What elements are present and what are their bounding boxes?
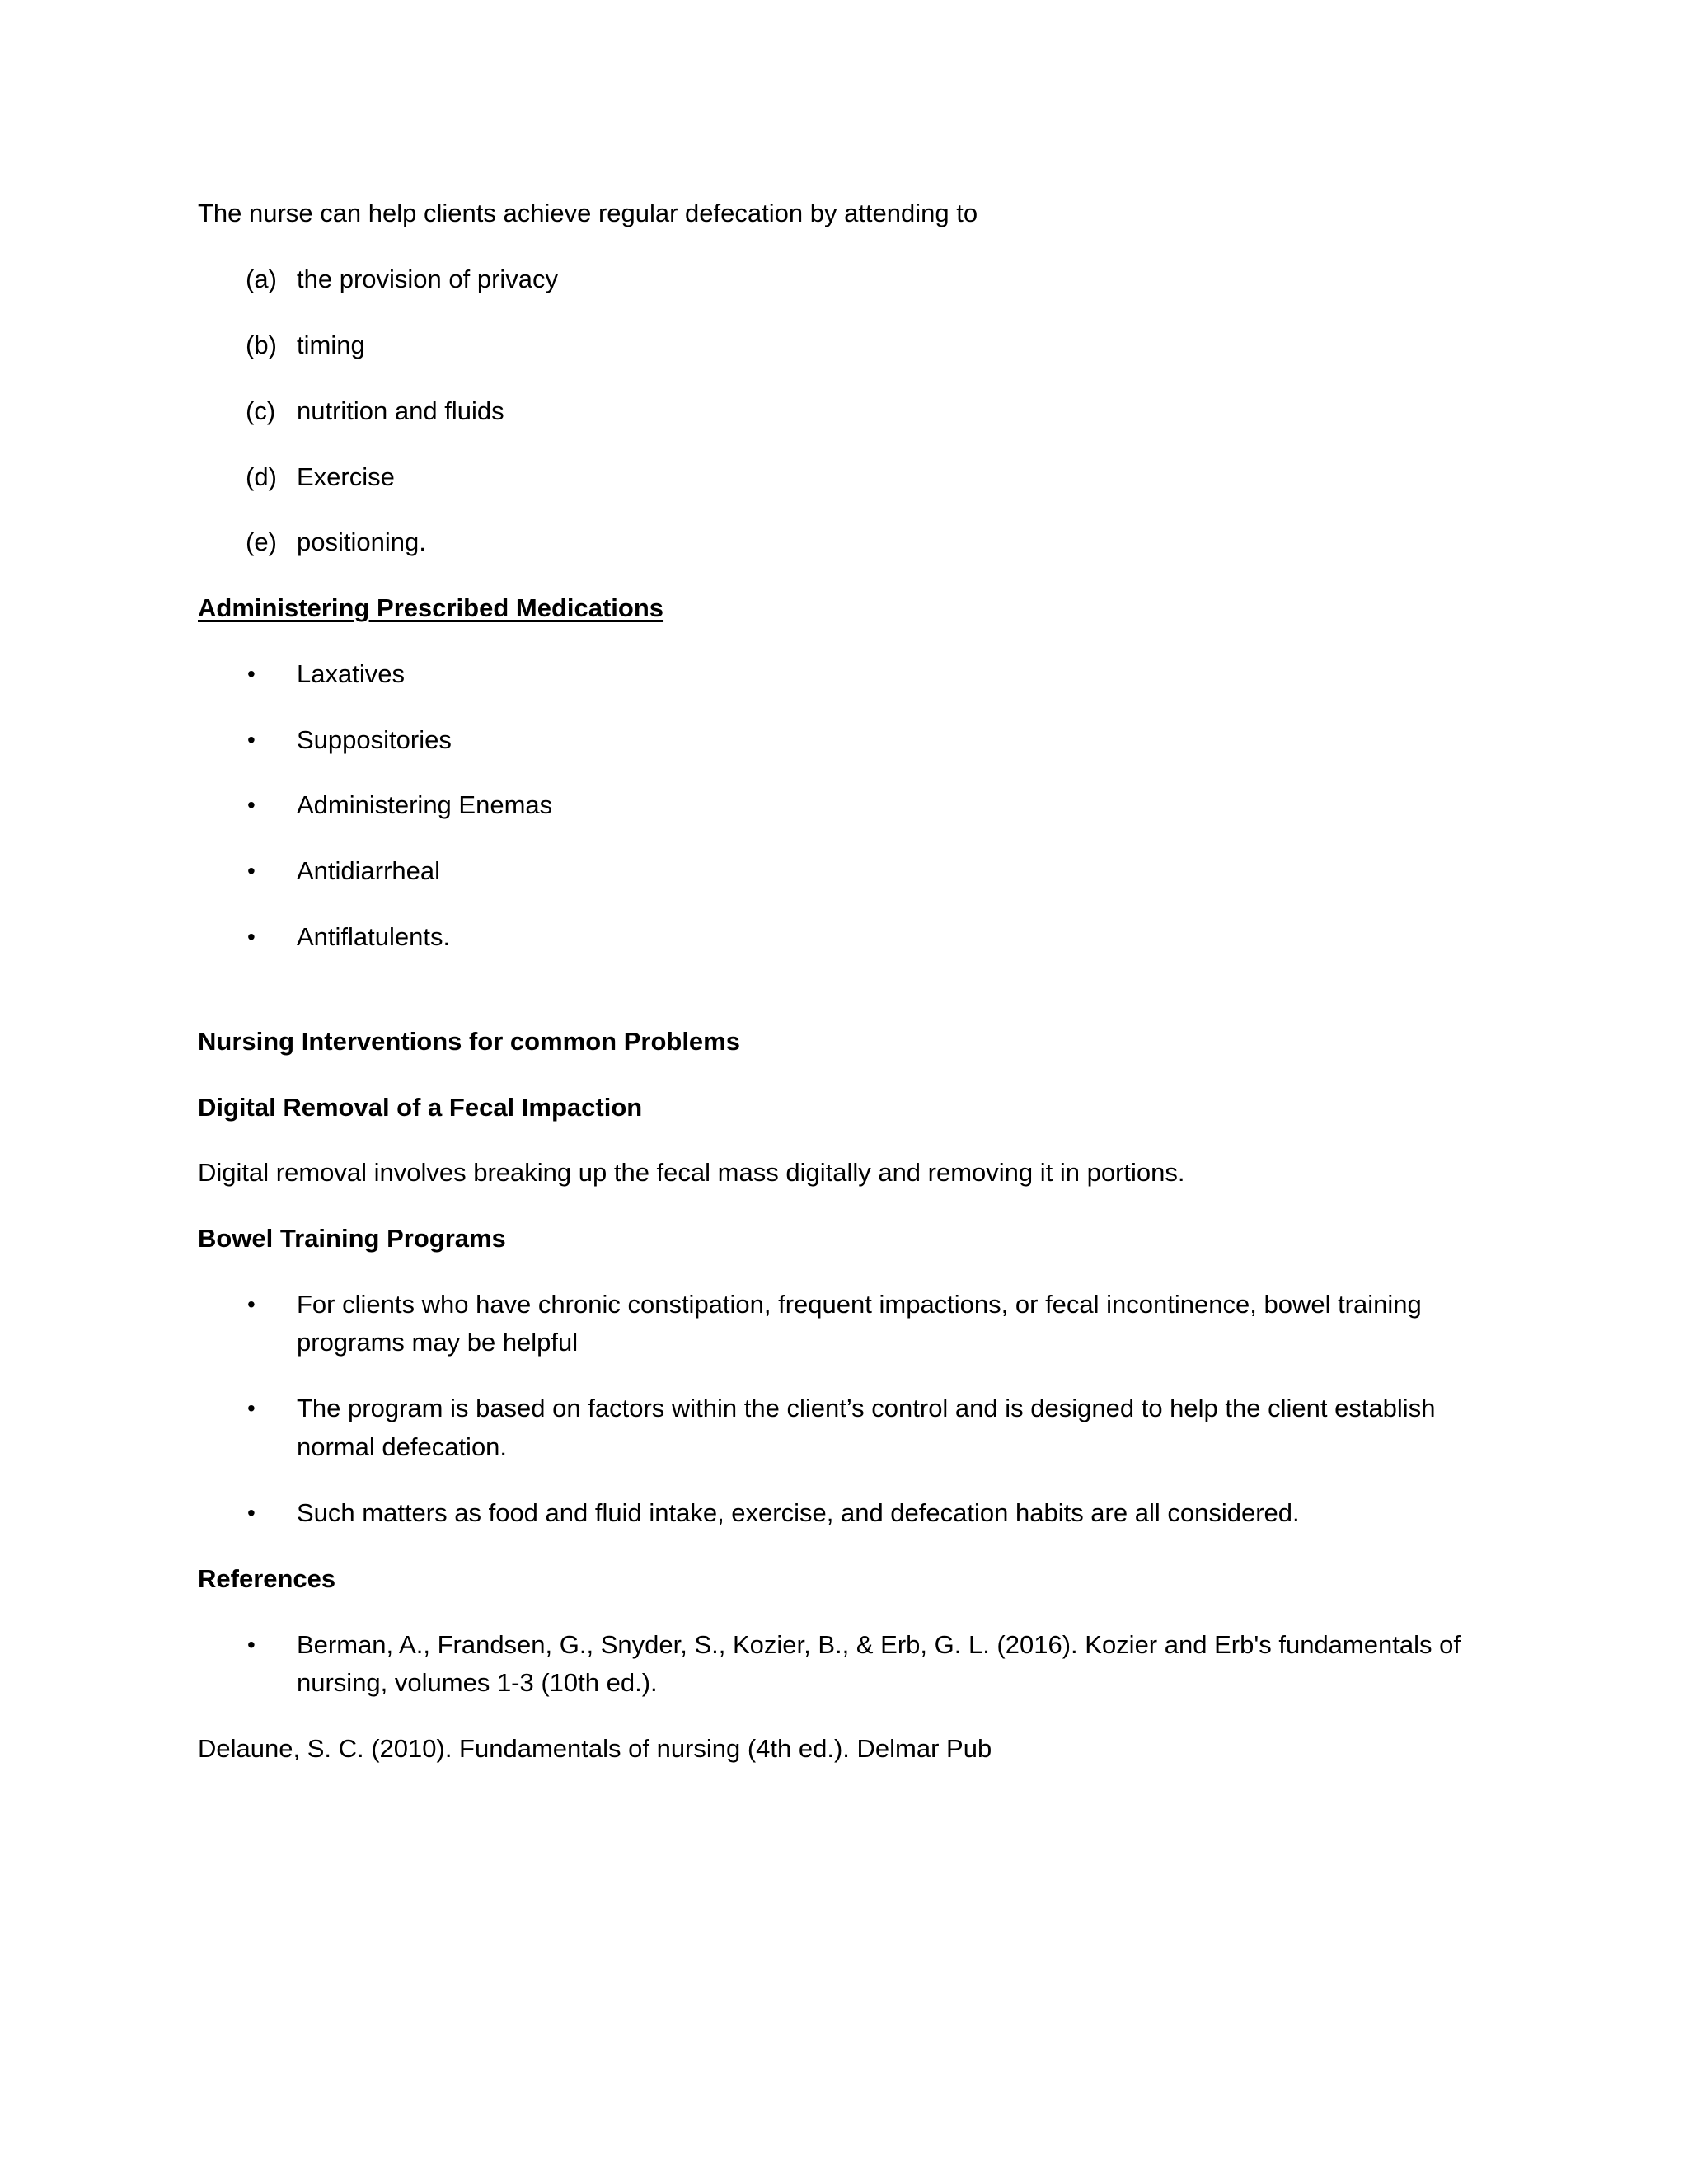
list-item-text-line: programs may be helpful	[297, 1328, 579, 1357]
medications-heading: Administering Prescribed Medications	[198, 593, 664, 622]
bullet-icon: •	[247, 1395, 256, 1421]
bullet-icon: •	[247, 1632, 256, 1657]
list-item-text: positioning.	[297, 527, 426, 556]
list-item-text-line: normal defecation.	[297, 1432, 508, 1461]
bullet-icon: •	[247, 792, 256, 818]
bullet-icon: •	[247, 858, 256, 883]
list-item-text: Exercise	[297, 462, 395, 491]
list-item-text: Administering Enemas	[297, 790, 553, 819]
reference-plain: Delaune, S. C. (2010). Fundamentals of nursing (4th ed.). Delmar Pub	[198, 1734, 992, 1763]
bullet-icon: •	[247, 1500, 256, 1526]
references-heading: References	[198, 1564, 336, 1593]
intro-paragraph: The nurse can help clients achieve regular defecation by attending to	[198, 199, 978, 227]
list-marker: (b)	[246, 330, 277, 359]
list-item-text: nutrition and fluids	[297, 396, 504, 425]
list-item-text-line: For clients who have chronic constipation, frequent impactions, or fecal incontinence, bowel training	[297, 1290, 1422, 1319]
interventions-heading: Nursing Interventions for common Problems	[198, 1027, 740, 1056]
list-item-text: Laxatives	[297, 659, 405, 688]
list-item-text: Suppositories	[297, 725, 452, 754]
fecal-impaction-paragraph: Digital removal involves breaking up the fecal mass digitally and removing it in portions.	[198, 1158, 1185, 1187]
reference-text-line: nursing, volumes 1-3 (10th ed.).	[297, 1668, 658, 1697]
bullet-icon: •	[247, 1291, 256, 1317]
bullet-icon: •	[247, 661, 256, 687]
bullet-icon: •	[247, 727, 256, 752]
list-marker: (e)	[246, 527, 277, 556]
fecal-impaction-heading: Digital Removal of a Fecal Impaction	[198, 1093, 643, 1122]
list-item-text: the provision of privacy	[297, 265, 559, 293]
list-item-text: timing	[297, 330, 365, 359]
bullet-icon: •	[247, 924, 256, 949]
bowel-training-heading: Bowel Training Programs	[198, 1224, 506, 1253]
list-marker: (c)	[246, 396, 276, 425]
list-item-text-line: Such matters as food and fluid intake, exercise, and defecation habits are all considered.	[297, 1498, 1300, 1527]
list-item-text: Antidiarrheal	[297, 856, 441, 885]
list-item-text: Antiflatulents.	[297, 922, 451, 951]
list-marker: (a)	[246, 265, 277, 293]
list-item-text-line: The program is based on factors within the client’s control and is designed to help the client establish	[297, 1394, 1436, 1422]
reference-text-line: Berman, A., Frandsen, G., Snyder, S., Kozier, B., & Erb, G. L. (2016). Kozier and Erb's fundamentals of	[297, 1630, 1461, 1659]
list-marker: (d)	[246, 462, 277, 491]
